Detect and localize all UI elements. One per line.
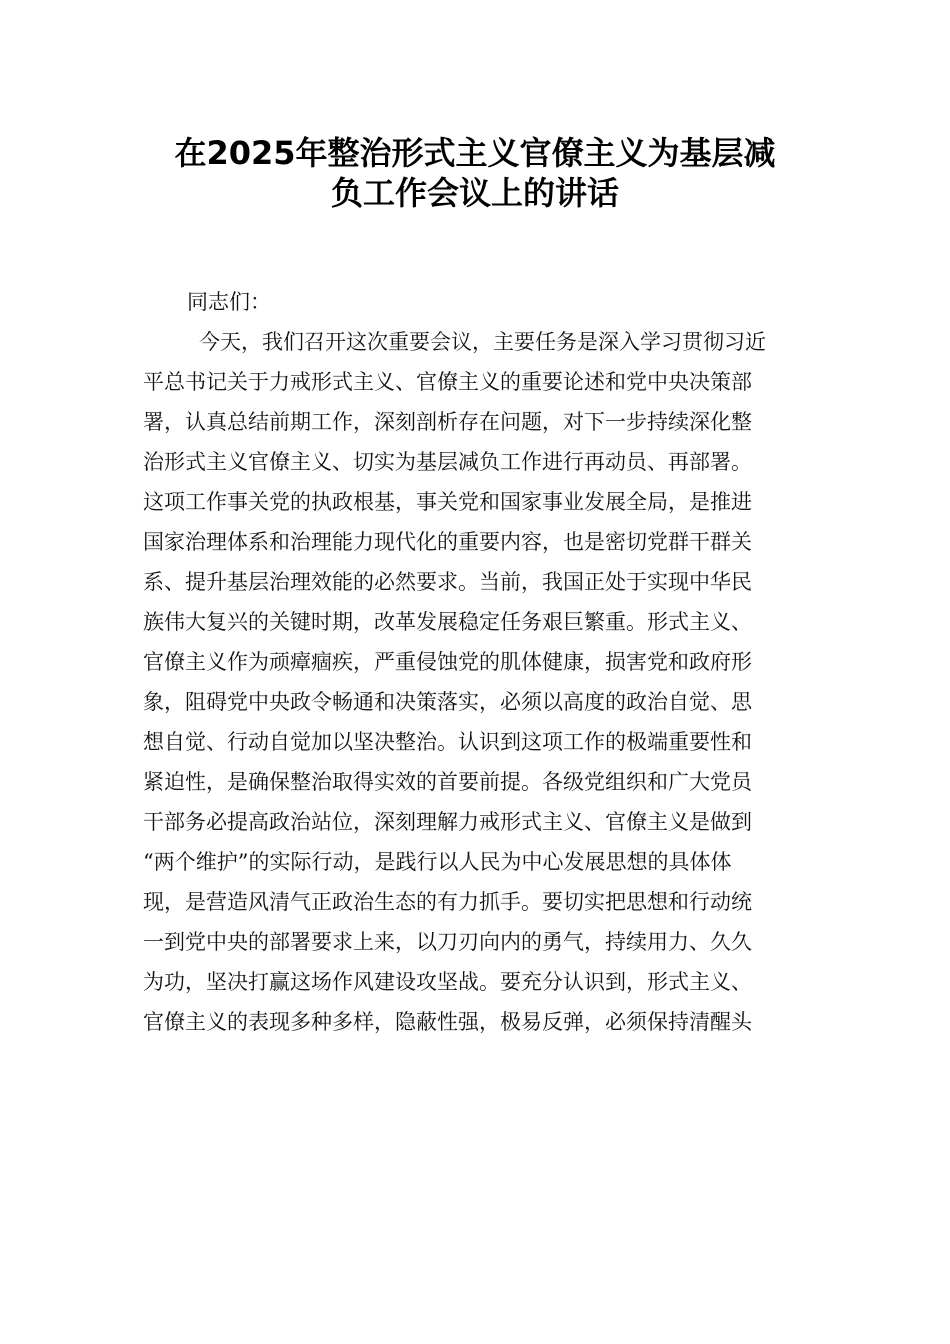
- paragraph-line: “两个维护”的实际行动，是践行以人民为中心发展思想的具体体: [143, 850, 732, 874]
- paragraph-line: 想自觉、行动自觉加以坚决整治。认识到这项工作的极端重要性和: [143, 730, 752, 754]
- paragraph-line: 今天，我们召开这次重要会议，主要任务是深入学习贯彻习近: [199, 330, 766, 354]
- paragraph-line: 族伟大复兴的关键时期，改革发展稳定任务艰巨繁重。形式主义、: [143, 610, 752, 634]
- paragraph-line: 现，是营造风清气正政治生态的有力抓手。要切实把思想和行动统: [143, 890, 752, 914]
- paragraph-line: 干部务必提高政治站位，深刻理解力戒形式主义、官僚主义是做到: [143, 810, 752, 834]
- paragraph-line: 治形式主义官僚主义、切实为基层减负工作进行再动员、再部署。: [143, 450, 752, 474]
- paragraph-line: 官僚主义的表现多种多样，隐蔽性强，极易反弹，必须保持清醒头: [143, 1010, 752, 1034]
- paragraph-line: 官僚主义作为顽瘴痼疾，严重侵蚀党的肌体健康，损害党和政府形: [143, 650, 752, 674]
- paragraph-line: 署，认真总结前期工作，深刻剖析存在问题，对下一步持续深化整: [143, 410, 752, 434]
- title-line-2: 负工作会议上的讲话: [330, 174, 619, 212]
- paragraph-line: 一到党中央的部署要求上来，以刀刃向内的勇气，持续用力、久久: [143, 930, 752, 954]
- paragraph-line: 国家治理体系和治理能力现代化的重要内容，也是密切党群干群关: [143, 530, 752, 554]
- title-line-1: 在2025年整治形式主义官僚主义为基层减: [174, 134, 776, 172]
- paragraph-line: 象，阻碍党中央政令畅通和决策落实，必须以高度的政治自觉、思: [143, 690, 752, 714]
- main-paragraph: [143, 322, 807, 1042]
- paragraph-line: 这项工作事关党的执政根基，事关党和国家事业发展全局，是推进: [143, 490, 752, 514]
- paragraph-line: 紧迫性，是确保整治取得实效的首要前提。各级党组织和广大党员: [143, 770, 752, 794]
- paragraph-line: 系、提升基层治理效能的必然要求。当前，我国正处于实现中华民: [143, 570, 752, 594]
- paragraph-line: 平总书记关于力戒形式主义、官僚主义的重要论述和党中央决策部: [143, 370, 752, 394]
- salutation: 同志们：: [187, 290, 271, 314]
- document-body: [143, 282, 807, 1042]
- document-title: [130, 128, 820, 212]
- paragraph-line: 为功，坚决打赢这场作风建设攻坚战。要充分认识到，形式主义、: [143, 970, 752, 994]
